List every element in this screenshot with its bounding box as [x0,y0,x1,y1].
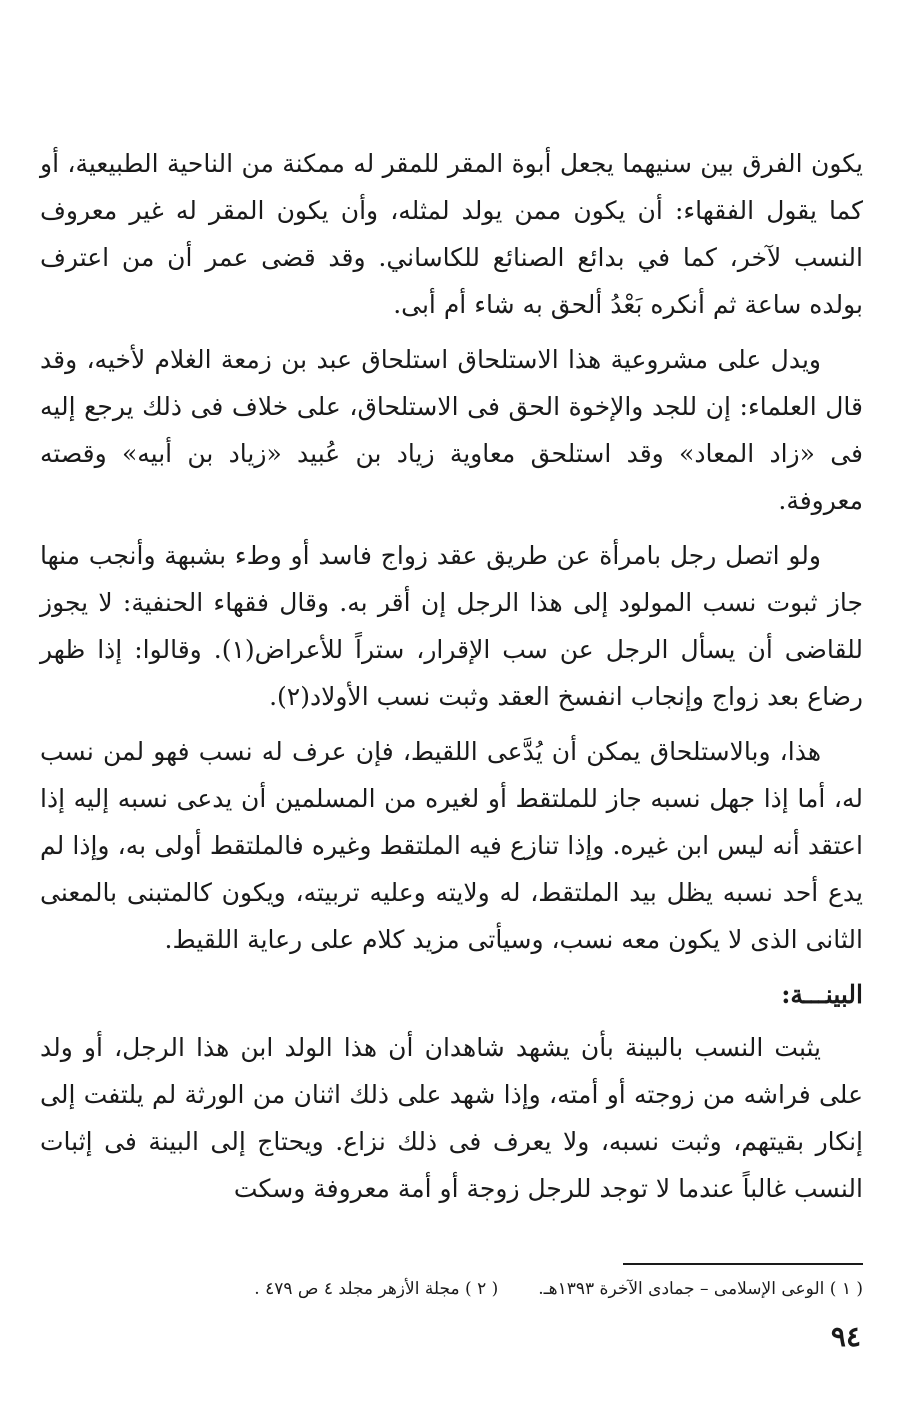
footnotes [40,1275,863,1303]
footnote-divider [623,1263,863,1265]
paragraph-2: ويدل على مشروعية هذا الاستلحاق استلحاق عبد بن زمعة الغلام لأخيه، وقد قال العلماء: إن للجد والإخوة الحق فى الاستلحاق، على خلاف فى ذلك يرجع إليه فى «زاد المعاد» وقد استلحق معاوية زياد بن عُبيد «زياد بن أبيه» وقصته معروفة. [40,345,863,515]
paragraph-1: يكون الفرق بين سنيهما يجعل أبوة المقر للمقر له ممكنة من الناحية الطبيعية، أو كما يقول الفقهاء: أن يكون ممن يولد لمثله، وأن يكون المقر له غير معروف النسب لآخر، كما في بدائع الصنائع للكاساني. وقد قضى عمر أن من اعترف بولده ساعة ثم أنكره بَعْدُ ألحق به شاء أم أبى. [40,149,863,319]
footnote-2: ( ٢ ) مجلة الأزهر مجلد ٤ ص ٤٧٩ . [254,1279,499,1299]
footnote-1: ( ١ ) الوعى الإسلامى – جمادى الآخرة ١٣٩٣هـ. [538,1279,863,1299]
page-number: ٩٤ [830,1320,861,1353]
paragraph-3: ولو اتصل رجل بامرأة عن طريق عقد زواج فاسد أو وطء بشبهة وأنجب منها جاز ثبوت نسب المولود إلى هذا الرجل إن أقر به. وقال فقهاء الحنفية: لا يجوز للقاضى أن يسأل الرجل عن سب الإقرار، ستراً للأعراض(١). وقالوا: إذا ظهر رضاع بعد زواج وإنجاب انفسخ العقد وثبت نسب الأولاد(٢). [40,541,863,711]
paragraph-5: يثبت النسب بالبينة بأن يشهد شاهدان أن هذا الولد ابن هذا الرجل، أو ولد على فراشه من زوجته أو أمته، وإذا شهد على ذلك اثنان من الورثة لم يلتفت إلى إنكار بقيتهم، وثبت نسبه، ولا يعرف فى ذلك نزاع. ويحتاج إلى البينة فى إثبات النسب غالباً عندما لا توجد للرجل زوجة أو أمة معروفة وسكت [40,1033,863,1203]
paragraph-4: هذا، وبالاستلحاق يمكن أن يُدَّعى اللقيط، فإن عرف له نسب فهو لمن نسب له، أما إذا جهل نسبه جاز للملتقط أو لغيره من المسلمين أن يدعى نسبه إليه إذا اعتقد أنه ليس ابن غيره. وإذا تنازع فيه الملتقط وغيره فالملتقط أولى به، وإذا لم يدع أحد نسبه يظل بيد الملتقط، له ولايته وعليه تربيته، ويكون كالمتبنى بالمعنى الثانى الذى لا يكون معه نسب، وسيأتى مزيد كلام على رعاية اللقيط. [40,737,863,954]
section-heading: البينـــة: [781,980,863,1009]
